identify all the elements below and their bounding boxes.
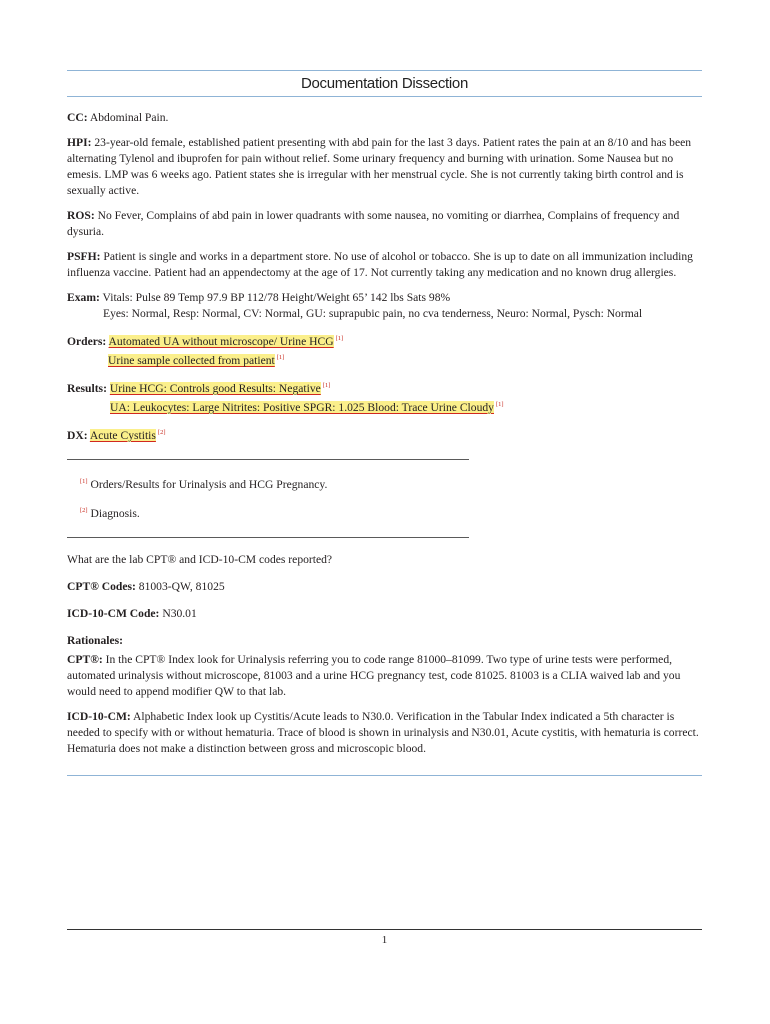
cpt-rationale-text: In the CPT® Index look for Urinalysis referring you to code range 81000–81099. Two type of urine tests were performed, automated urinalysis without microscope, 81003 and a urine HCG pregnancy test, code 81025. 81003 is a CLIA waived lab and you would need to append modifier QW to that lab.	[67, 653, 681, 698]
page-title: Documentation Dissection	[300, 75, 469, 92]
document-page	[67, 70, 702, 776]
exam-line1: Vitals: Pulse 89 Temp 97.9 BP 112/78 Height/Weight 65’ 142 lbs Sats 98%	[99, 291, 451, 304]
results-paragraph	[67, 378, 702, 416]
orders-line2: Urine sample collected from patient	[108, 354, 275, 367]
rationales-label: Rationales:	[67, 634, 124, 647]
page-number: 1	[381, 934, 388, 946]
icd-rationale	[67, 709, 702, 757]
dx-text: Acute Cystitis	[89, 429, 156, 442]
results-ref2[interactable]: [1]	[495, 401, 504, 408]
cpt-rationale	[67, 652, 702, 700]
icd-code	[67, 606, 702, 622]
dx-paragraph	[67, 425, 702, 444]
hpi-paragraph	[67, 135, 702, 199]
exam-line2: Eyes: Normal, Resp: Normal, CV: Normal, GU: suprapubic pain, no cva tenderness, Neuro: Normal, Pysch: Normal	[103, 307, 643, 320]
results-line1: Urine HCG: Controls good Results: Negative	[109, 382, 321, 395]
results-ref1[interactable]: [1]	[322, 382, 331, 389]
cpt-codes	[67, 579, 702, 595]
cc-text: Abdominal Pain.	[87, 111, 169, 124]
dx-ref[interactable]: [2]	[157, 429, 166, 436]
dx-label: DX:	[67, 429, 88, 442]
footnote-2	[78, 503, 702, 522]
ros-text: No Fever, Complains of abd pain in lower quadrants with some nausea, no vomiting or diarrhea, Complains of frequency and dysuria.	[67, 209, 680, 238]
orders-paragraph	[67, 331, 702, 369]
ros-paragraph	[67, 208, 702, 240]
orders-ref2[interactable]: [1]	[276, 354, 285, 361]
icd-rationale-text: Alphabetic Index look up Cystitis/Acute leads to N30.0. Verification in the Tabular Index indicated a 5th character is needed to specify with or without hematuria. Trace of blood is shown in urinalysis and N30.01, Acute cystitis, with hematuria is correct. Hematuria does not make a distinction between gross and microscopic blood.	[67, 710, 699, 755]
psfh-paragraph	[67, 249, 702, 281]
orders-ref1[interactable]: [1]	[335, 335, 344, 342]
cc-label: CC:	[67, 111, 88, 124]
rationales-heading	[67, 633, 702, 649]
orders-label: Orders:	[67, 335, 107, 348]
hpi-text: 23-year-old female, established patient presenting with abd pain for the last 3 days. Patient rates the pain at an 8/10 and has been alternating Tylenol and ibuprofen for pain without relief. Some urinary frequency and burning with urination. Some Nausea but no emesis. LMP was 6 weeks ago. Patient states she is irregular with her menstrual cycle. She is not currently taking birth control and is sexually active.	[67, 136, 692, 197]
icd-code-value: N30.01	[159, 607, 197, 620]
exam-label: Exam:	[67, 291, 100, 304]
footnote-1-ref[interactable]: [1]	[80, 478, 88, 485]
psfh-text: Patient is single and works in a department store. No use of alcohol or tobacco. She is up to date on all immunization including influenza vaccine. Patient had an appendectomy at the age of 17. Not currently taking any medication and no known drug allergies.	[67, 250, 693, 279]
psfh-label: PSFH:	[67, 250, 101, 263]
footnote-divider-top	[67, 459, 469, 460]
footnote-1	[78, 474, 702, 493]
cc-paragraph	[67, 110, 702, 126]
icd-rationale-label: ICD-10-CM:	[67, 710, 131, 723]
page-footer	[67, 929, 702, 946]
content-rule-bottom	[67, 775, 702, 776]
hpi-label: HPI:	[67, 136, 92, 149]
exam-paragraph	[67, 290, 702, 322]
footnote-2-text: Diagnosis.	[87, 507, 140, 520]
icd-code-label: ICD-10-CM Code:	[67, 607, 160, 620]
ros-label: ROS:	[67, 209, 95, 222]
footnote-divider-bottom	[67, 537, 469, 538]
cpt-codes-label: CPT® Codes:	[67, 580, 136, 593]
footnote-2-ref[interactable]: [2]	[80, 507, 88, 514]
title-rule-bottom	[67, 96, 702, 97]
question: What are the lab CPT® and ICD-10-CM codes reported?	[67, 553, 333, 566]
cpt-codes-value: 81003-QW, 81025	[135, 580, 225, 593]
results-line2: UA: Leukocytes: Large Nitrites: Positive SPGR: 1.025 Blood: Trace Urine Cloudy	[110, 401, 494, 414]
orders-line1: Automated UA without microscope/ Urine HCG	[108, 335, 334, 348]
results-label: Results:	[67, 382, 107, 395]
cpt-rationale-label: CPT®:	[67, 653, 103, 666]
footnote-1-text: Orders/Results for Urinalysis and HCG Pregnancy.	[87, 478, 328, 491]
